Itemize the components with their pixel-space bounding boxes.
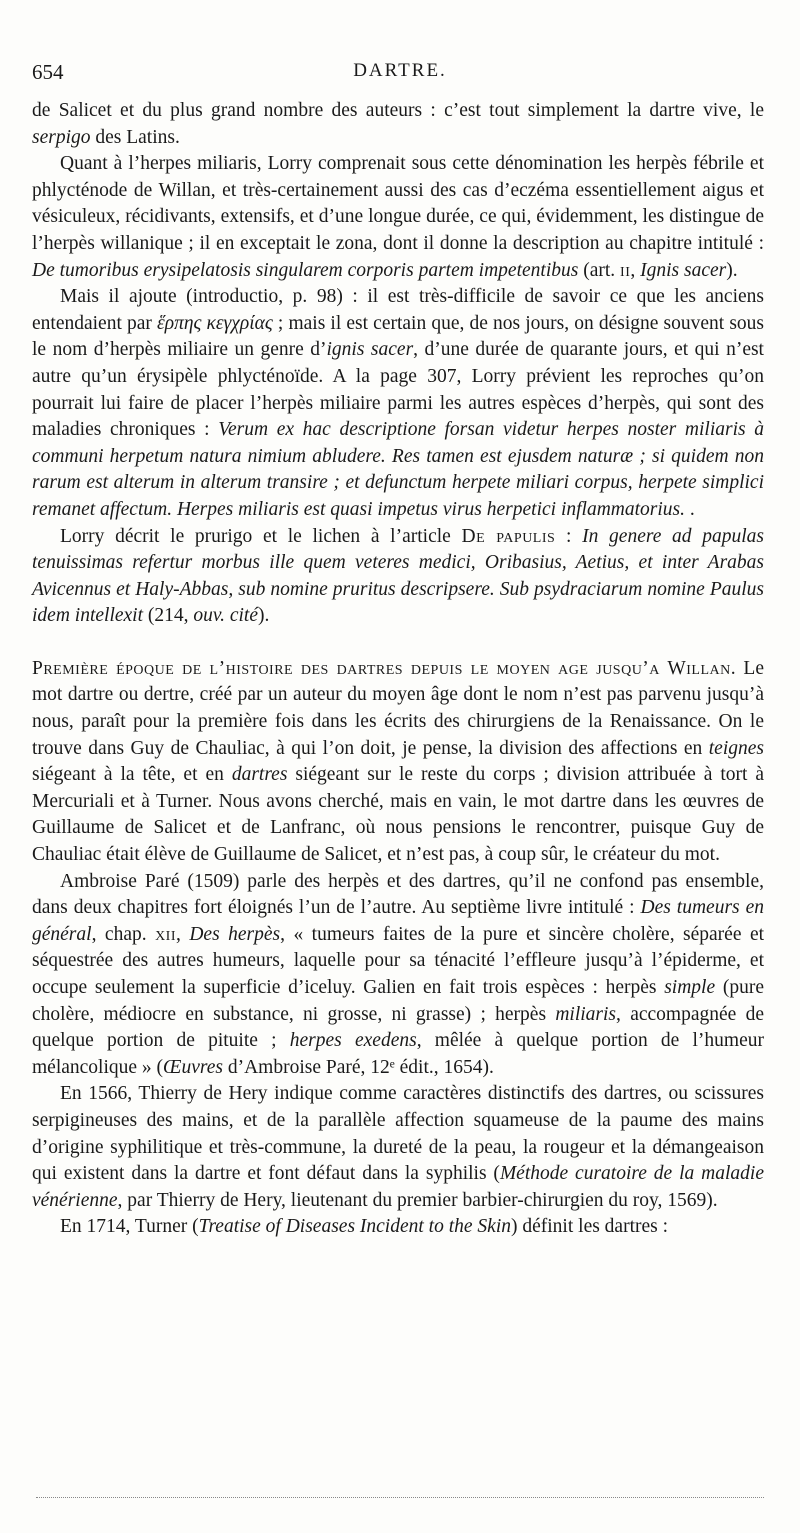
section-paragraph <box>32 656 764 869</box>
text-run: Le mot dartre ou dertre, créé par un auteur du moyen âge dont le nom n’est pas parvenu jusqu’à nous, paraît pour la première fois dans les écrits des chirurgiens de la Renaissance. On le trouve dans Guy de Chauliac, à qui l’on doit, je pense, la division des affections en <box>32 657 764 759</box>
italic-text: Des herpès <box>189 923 281 945</box>
italic-text: simple <box>664 977 716 998</box>
paragraph <box>32 151 764 284</box>
paragraph <box>32 869 764 1082</box>
small-caps-text: Première époque de l’histoire des dartres depuis le moyen age jusqu’a Willan. <box>32 657 737 679</box>
body-text <box>32 98 764 1241</box>
italic-text: miliaris <box>555 1003 617 1025</box>
paragraph <box>32 98 764 151</box>
text-run: ; mais il est certain que, de nos jours, on désigne souvent sous le nom d’herpès miliaire un genre d’ <box>32 312 765 361</box>
italic-text: Verum ex hac descriptione forsan videtur herpes noster miliaris à communi herpetum natura nimium abludere. Res tamen est ejusdem naturæ ; si quidem non rarum est alterum in alterum transire ; et defunctum herpete miliari corpus, herpete simplici remanet affectum. Herpes miliaris est quasi impetus virus herpetici inflammatorius. <box>32 419 764 520</box>
small-caps-text: ii <box>620 259 631 281</box>
text-run: ) définit les dartres : <box>511 1216 669 1238</box>
text-run: Ambroise Paré (1509) parle des herpès et des dartres, qu’il ne confond pas ensemble, dans deux chapitres fort éloignés l’un de l’autre. Au septième livre intitulé : <box>32 870 764 919</box>
text-run: ). <box>726 259 738 281</box>
text-run: , d’une durée de quarante jours, et qui n’est autre qu’un érysipèle phlycténoïde. A la page 307, Lorry prévient les reproches qu’on pourrait lui faire de placer l’herpès miliaire parmi les autres espèces d’herpès, qui sont des maladies chroniques : <box>32 339 764 441</box>
text-run: , par Thierry de Hery, lieutenant du premier barbier-chirurgien du roy, 1569). <box>117 1189 718 1211</box>
italic-text: herpes exedens <box>289 1030 417 1052</box>
italic-text: dartres <box>231 764 288 786</box>
text-run: En 1714, Turner ( <box>60 1216 199 1238</box>
running-title: DARTRE. <box>353 60 447 81</box>
text-run: Lorry décrit le prurigo et le lichen à l’article <box>60 525 462 547</box>
text-run: des Latins. <box>90 126 180 148</box>
italic-text: teignes <box>708 737 764 759</box>
page-number: 654 <box>32 60 64 84</box>
text-run: , mêlée à quelque portion de l’humeur mélancolique » ( <box>32 1030 764 1078</box>
small-caps-text: De papulis <box>461 525 556 547</box>
italic-text: Des tumeurs en général <box>32 897 764 945</box>
text-run: , accompagnée de quelque portion de pituite ; <box>32 1003 764 1052</box>
italic-text: Œuvres <box>163 1056 223 1078</box>
italic-text: De tumoribus erysipelatosis singularem corporis partem impetentibus <box>32 259 579 281</box>
text-run: (pure cholère, médiocre en substance, ni grosse, ni grasse) ; herpès <box>32 977 764 1025</box>
text-run: de Salicet et du plus grand nombre des auteurs : c’est tout simplement la dartre vive, le <box>32 100 764 121</box>
paragraph <box>32 284 764 523</box>
text-run: En 1566, Thierry de Hery indique comme caractères distinctifs des dartres, ou scissures serpigineuses des mains, et de la parallèle affection squameuse de la paume des mains d’origine syphilitique et très-commune, la dureté de la peau, la rougeur et la démangeaison qui existent dans la dartre et font défaut dans la syphilis ( <box>32 1083 764 1185</box>
italic-text: ignis sacer <box>326 339 414 361</box>
italic-text: serpigo <box>32 126 91 148</box>
text-run: , « tumeurs faites de la pure et sincère cholère, séparée et séquestrée des autres humeurs, laquelle pour sa ténacité l’effleure jusqu’à l’épiderme, et occupe seulement la superficie d’iceluy. Galien en fait trois espèces : herpès <box>32 923 765 998</box>
footer-rule <box>36 1497 764 1498</box>
italic-text: In genere ad papulas tenuissimas refertur morbus ille quem veteres medici, Oribasius, Aetius, et inter Arabas Avicennus et Haly-Abbas, sub nomine pruritus descripsere. Sub psydraciarum nomine Paulus idem intellexit <box>32 525 764 627</box>
text-run: . <box>685 498 695 520</box>
text-run: d’Ambroise Paré, 12ᵉ édit., 1654). <box>222 1056 494 1078</box>
small-caps-text: xii <box>155 923 176 945</box>
text-run: Quant à l’herpes miliaris, Lorry comprenait sous cette dénomination les herpès fébrile et phlycténode de Willan, et très-certainement aussi des cas d’eczéma essentiellement aigus et vésiculeux, récidivants, extensifs, et d’une longue durée, ce qui, évidemment, les distingue de l’herpès willanique ; il en exceptait le zona, dont il donne la description au chapitre intitulé : <box>32 153 764 254</box>
text-run: : <box>555 525 583 547</box>
italic-text: ouv. cité <box>193 605 258 627</box>
page-header <box>32 60 768 88</box>
text-run: (214, <box>143 605 194 627</box>
paragraph <box>32 524 764 630</box>
text-run: siégeant à la tête, et en <box>32 764 232 786</box>
text-run: , chap. <box>91 923 156 945</box>
text-run: , <box>176 923 190 945</box>
italic-text: Méthode curatoire de la maladie vénérienne <box>32 1163 764 1211</box>
text-run: (art. <box>578 259 621 281</box>
text-run: Mais il ajoute (introductio, p. 98) : il est très-difficile de savoir ce que les anciens entendaient par <box>32 286 764 334</box>
italic-text: ἕρπης κεγχρίας <box>157 312 273 334</box>
paragraph <box>32 1081 764 1214</box>
text-run: ). <box>258 605 270 627</box>
text-run: , <box>630 259 641 281</box>
italic-text: Treatise of Diseases Incident to the Skin <box>198 1216 511 1238</box>
text-run: siégeant sur le reste du corps ; division attribuée à tort à Mercuriali et à Turner. Nous avons cherché, mais en vain, le mot dartre dans les œuvres de Guillaume de Salicet et de Lanfranc, où nous pensions le rencontrer, puisque Guy de Chauliac était élève de Guillaume de Salicet, et n’est pas, à coup sûr, le créateur du mot. <box>32 764 765 866</box>
paragraph <box>32 1214 764 1241</box>
italic-text: Ignis sacer <box>640 259 727 281</box>
